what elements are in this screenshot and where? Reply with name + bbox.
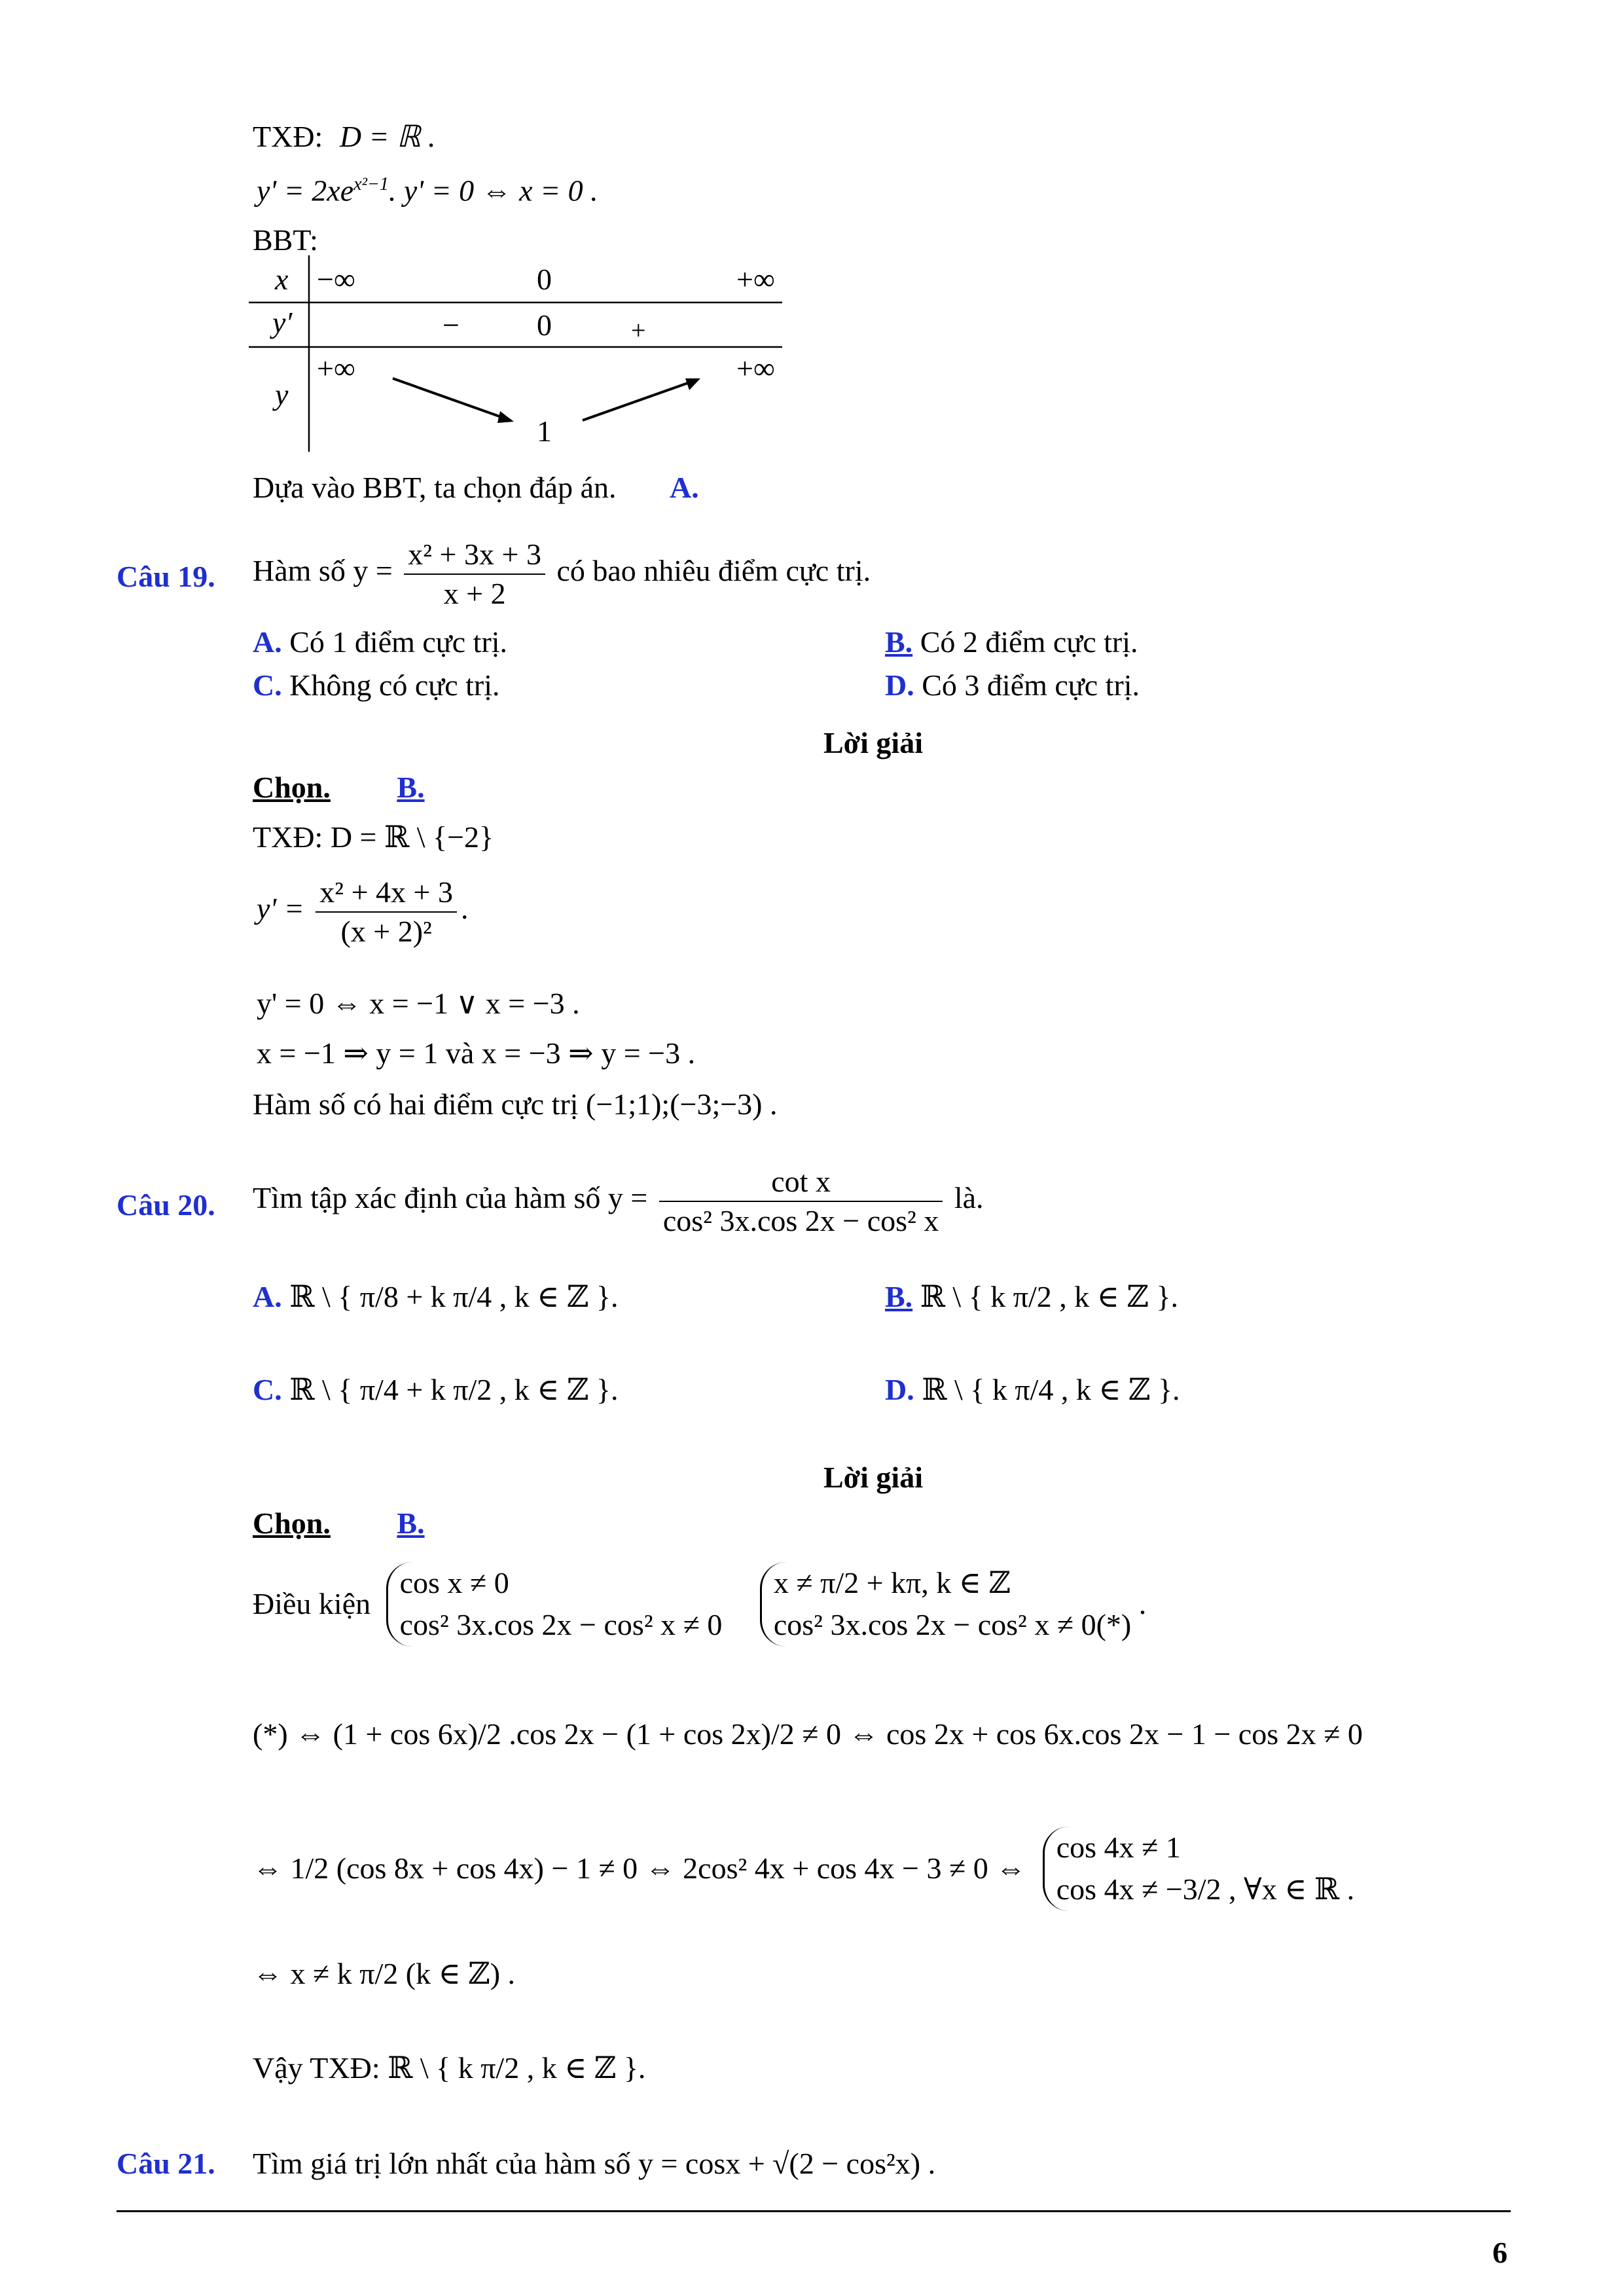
q20-sys1-b: cos² 3x.cos 2x − cos² x ≠ 0 <box>399 1608 723 1642</box>
q20-step3: ⇔ x ≠ k π/2 (k ∈ ℤ) . <box>253 1957 516 1990</box>
q19-a-key: A. <box>253 625 282 659</box>
q20-step2-system <box>1043 1827 1354 1911</box>
q20-label: Câu 20. <box>117 1188 215 1222</box>
q20-chon-answer: B. <box>397 1506 425 1540</box>
derivative-exp: x²−1 <box>353 174 389 194</box>
q19-label: Câu 19. <box>117 560 215 593</box>
q21-stem: Tìm giá trị lớn nhất của hàm số y = cosx + √(2 − cos²x) . <box>253 2147 936 2180</box>
page-number: 6 <box>1492 2236 1507 2269</box>
q20-b-key: B. <box>885 1280 913 1313</box>
bbt-row-x: x <box>275 263 289 296</box>
conclusion-line <box>253 473 699 503</box>
conclusion-answer: A. <box>669 471 699 504</box>
q20-system-1 <box>386 1562 723 1647</box>
bbt-arrow-down-head <box>497 411 514 423</box>
q20-stem-pre: Tìm tập xác định của hàm số y = <box>253 1181 648 1215</box>
q20-a-key: A. <box>253 1280 282 1313</box>
q19-d-key: D. <box>885 668 914 702</box>
q20-option-a[interactable] <box>253 1282 618 1312</box>
bbt-x-left: −∞ <box>317 263 355 296</box>
q19-line1: y' = 0 ⇔ x = −1 ∨ x = −3 . <box>257 987 580 1020</box>
q20-option-d[interactable] <box>885 1375 1180 1405</box>
q20-sys2-b: cos² 3x.cos 2x − cos² x ≠ 0(*) <box>773 1608 1132 1642</box>
footer-rule <box>117 2210 1511 2212</box>
bbt-y-right: +∞ <box>736 352 775 385</box>
q20-d-text: ℝ \ { k π/4 , k ∈ ℤ }. <box>922 1373 1180 1406</box>
q20-fraction <box>659 1163 943 1239</box>
q19-stem-pre: Hàm số y = <box>253 554 393 588</box>
q19-option-b[interactable] <box>885 627 1138 657</box>
q20-stem-post: là. <box>954 1181 984 1215</box>
q20-condition: Điều kiện cos x ≠ 0 cos² 3x.cos 2x − cos² x ≠ 0 x ≠ π/2 + kπ, k ∈ ℤ cos² 3x.cos 2x − cos² x ≠ 0(*) . <box>253 1562 1146 1647</box>
q19-den: x + 2 <box>443 576 506 610</box>
derivative-line <box>257 175 598 206</box>
q19-c-text: Không có cực trị. <box>289 668 500 702</box>
q19-line2: x = −1 ⇒ y = 1 và x = −3 ⇒ y = −3 . <box>257 1036 696 1070</box>
derivative-expr: y' = 2xe <box>257 173 354 208</box>
bbt-arrow-up <box>583 380 697 420</box>
q20-step2-text: ⇔ 1/2 (cos 8x + cos 4x) − 1 ≠ 0 ⇔ 2cos² 4x + cos 4x − 3 ≠ 0 ⇔ <box>253 1851 1026 1886</box>
q20-den: cos² 3x.cos 2x − cos² x <box>662 1203 939 1237</box>
q21-label: Câu 21. <box>117 2147 215 2180</box>
q19-d-text: Có 3 điểm cực trị. <box>922 668 1140 702</box>
q19-option-c[interactable] <box>253 670 500 701</box>
q19-stem-post: có bao nhiêu điểm cực trị. <box>556 554 871 588</box>
conclusion-text: Dựa vào BBT, ta chọn đáp án. <box>253 471 617 504</box>
q20-c-key: C. <box>253 1373 282 1406</box>
q19-yp-pre: y' = <box>257 892 304 926</box>
txd-label: TXĐ: <box>253 120 323 153</box>
q20-d-key: D. <box>885 1373 914 1406</box>
q19-yp-fraction <box>316 873 457 950</box>
q20-c-text: ℝ \ { π/4 + k π/2 , k ∈ ℤ }. <box>289 1373 619 1406</box>
bbt-row-y: y <box>275 378 289 411</box>
q20-step2 <box>253 1827 1354 1911</box>
q19-fraction <box>404 536 545 612</box>
q20-chon-line <box>253 1508 425 1539</box>
q19-chon-label: Chọn. <box>253 771 331 804</box>
bbt-x-mid: 0 <box>537 263 552 296</box>
q19-stem <box>253 536 871 612</box>
q20-step2-sys-a: cos 4x ≠ 1 <box>1056 1831 1181 1864</box>
q19-option-a[interactable] <box>253 627 507 657</box>
derivative-tail: . y' = 0 ⇔ x = 0 . <box>388 173 598 208</box>
q19-b-text: Có 2 điểm cực trị. <box>920 625 1138 659</box>
bbt-yp-plus: + <box>631 316 646 345</box>
q19-option-d[interactable] <box>885 670 1140 701</box>
q20-system-2 <box>760 1562 1131 1647</box>
q20-dk-label: Điều kiện <box>253 1587 371 1621</box>
q19-chon-line <box>253 773 425 803</box>
q19-b-key: B. <box>885 625 913 659</box>
txd-expr: D = ℝ . <box>339 120 436 153</box>
q19-yp-den: (x + 2)² <box>340 914 432 948</box>
bbt-label: BBT: <box>253 223 318 257</box>
q19-derivative: y' = $\frac{\text{x² + 4x + 3}}{\text{(x + 2)²}}$ . <box>257 873 468 950</box>
q20-step2-sys-b: cos 4x ≠ −3/2 , ∀x ∈ ℝ . <box>1056 1872 1355 1906</box>
q20-option-b[interactable] <box>885 1282 1178 1312</box>
q19-solution-title: Lời giải <box>823 726 923 759</box>
q20-step1: (*) ⇔ (1 + cos 6x)/2 .cos 2x − (1 + cos 2x)/2 ≠ 0 ⇔ cos 2x + cos 6x.cos 2x − 1 − cos 2x ≠ 0 <box>253 1717 1363 1751</box>
q20-option-c[interactable] <box>253 1375 618 1405</box>
q20-stem <box>253 1163 984 1239</box>
bbt-y-min: 1 <box>537 414 552 448</box>
q20-final: Vậy TXĐ: ℝ \ { k π/2 , k ∈ ℤ }. <box>253 2051 646 2085</box>
q19-chon-answer: B. <box>397 771 425 804</box>
bbt-y-left: +∞ <box>317 352 355 385</box>
q19-num: x² + 3x + 3 <box>404 536 545 575</box>
bbt-arrow-up-head <box>685 378 700 390</box>
bbt-x-right: +∞ <box>736 263 775 296</box>
q20-num: cot x <box>659 1163 943 1202</box>
txd-line <box>253 122 436 152</box>
q20-sys2-a: x ≠ π/2 + kπ, k ∈ ℤ <box>773 1566 1011 1599</box>
q20-a-text: ℝ \ { π/8 + k π/4 , k ∈ ℤ }. <box>289 1280 619 1313</box>
variation-table <box>249 255 792 465</box>
bbt-yp-minus: − <box>442 308 460 342</box>
q19-line3: Hàm số có hai điểm cực trị (−1;1);(−3;−3) . <box>253 1087 778 1121</box>
q20-b-text: ℝ \ { k π/2 , k ∈ ℤ }. <box>920 1280 1178 1313</box>
q19-yp-num: x² + 4x + 3 <box>316 873 457 913</box>
q20-chon-label: Chọn. <box>253 1506 331 1540</box>
q19-c-key: C. <box>253 668 282 702</box>
q20-solution-title: Lời giải <box>823 1461 923 1494</box>
q20-sys1-a: cos x ≠ 0 <box>399 1566 509 1599</box>
q19-txd: TXĐ: D = ℝ \ {−2} <box>253 820 494 854</box>
bbt-row-yp: y′ <box>272 306 293 339</box>
q19-a-text: Có 1 điểm cực trị. <box>289 625 508 659</box>
bbt-yp-zero: 0 <box>537 308 552 342</box>
bbt-arrow-down <box>393 378 511 420</box>
